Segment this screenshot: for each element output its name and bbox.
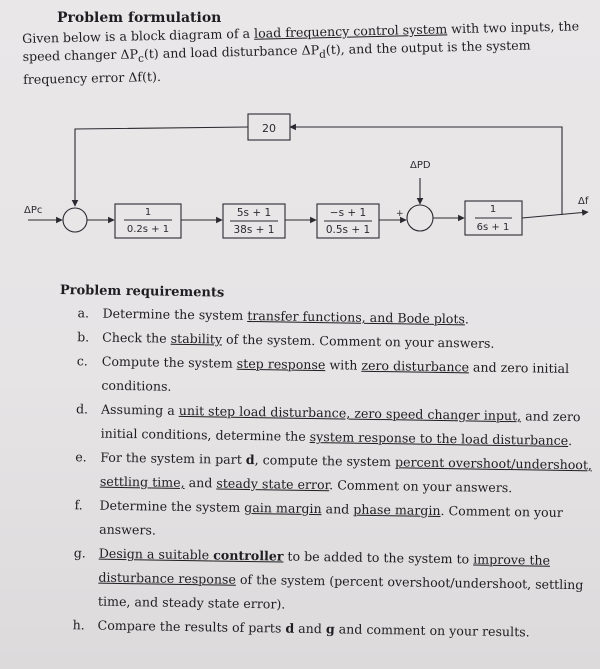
requirement-text: of the system (percent overshoot/undershoot, settling time, and steady state error). xyxy=(97,571,584,612)
intro-text-3: (t) and load disturbance ΔP xyxy=(143,42,320,62)
requirement-text: Determine the system xyxy=(99,497,245,515)
requirement-label: d. xyxy=(75,401,89,417)
requirement-text: g xyxy=(325,621,335,637)
requirement-text: phase margin xyxy=(353,501,441,519)
requirement-label: c. xyxy=(76,353,88,369)
requirement-text: steady state error xyxy=(216,475,330,493)
requirements-list xyxy=(54,301,594,645)
requirement-text: . Comment on your answers. xyxy=(329,477,513,496)
block-1-denominator: 0.2s + 1 xyxy=(126,224,170,235)
requirement-text: with xyxy=(325,357,362,373)
requirement-text: system response to the load disturbance xyxy=(309,428,569,449)
block-4-denominator: 6s + 1 xyxy=(476,222,510,233)
feedback-path-left xyxy=(75,127,248,206)
sum-plus-sign: + xyxy=(396,209,404,219)
requirement-label: e. xyxy=(75,449,87,465)
requirement-text: d xyxy=(245,451,255,468)
requirement-text: Determine the system xyxy=(102,305,248,323)
requirement-text: Check the xyxy=(102,329,171,346)
requirements-section xyxy=(54,283,594,645)
requirement-text: and xyxy=(184,474,217,491)
requirement-text: , compute the system xyxy=(254,452,396,470)
feedback-gain-value: 20 xyxy=(262,122,276,135)
requirement-text: of the system. Comment on your answers. xyxy=(221,331,495,351)
disturbance-label: ΔPD xyxy=(410,160,431,171)
requirement-text: Design a suitable xyxy=(98,545,214,563)
requirement-text: percent overshoot/undershoot, settling time, xyxy=(99,454,593,490)
requirement-text: Compare the results of parts xyxy=(97,617,286,636)
block-4-numerator: 1 xyxy=(489,204,497,215)
requirement-text: and xyxy=(294,620,327,637)
requirement-text: Assuming a xyxy=(100,401,179,418)
summing-junction-2 xyxy=(407,205,433,231)
requirement-text: and zero initial conditions, determine the xyxy=(100,408,581,444)
block-3-denominator: 0.5s + 1 xyxy=(325,224,371,236)
requirement-label: b. xyxy=(77,329,90,345)
intro-text-1: Given below is a block diagram of a xyxy=(22,25,255,46)
block-2-denominator: 38s + 1 xyxy=(233,224,275,236)
intro-sub-d: d xyxy=(319,48,327,61)
requirement-text: zero disturbance xyxy=(361,357,470,375)
block-3-numerator: −s + 1 xyxy=(329,207,367,219)
output-signal-line xyxy=(522,212,588,218)
requirement-label: h. xyxy=(72,617,85,633)
output-label: Δf xyxy=(578,196,589,207)
requirement-text: controller xyxy=(213,547,284,564)
requirement-label: f. xyxy=(74,497,83,513)
block-diagram xyxy=(0,100,600,250)
requirement-text: gain margin xyxy=(244,499,322,517)
requirement-text: . Comment on your answers. xyxy=(99,503,563,538)
requirement-text: d xyxy=(285,620,295,636)
summing-junction-1 xyxy=(63,208,87,232)
intro-link-lfc: load frequency control system xyxy=(253,21,448,41)
requirement-item xyxy=(57,397,593,453)
requirement-text: improve the disturbance response xyxy=(98,551,551,587)
requirement-item xyxy=(55,541,591,621)
requirement-text: For the system in part xyxy=(100,449,246,467)
requirements-title: Problem requirements xyxy=(59,283,225,301)
page-title: Problem formulation xyxy=(57,10,222,26)
requirement-text: . xyxy=(568,433,573,449)
requirement-item xyxy=(57,445,593,501)
requirement-text: to be added to the system to xyxy=(283,548,474,567)
intro-text-4: (t), and the output is the system frequency error Δf(t). xyxy=(22,37,531,87)
requirement-text: and xyxy=(321,501,354,517)
requirement-text: . xyxy=(464,311,470,327)
requirement-label: a. xyxy=(77,305,90,321)
requirement-item xyxy=(56,493,592,549)
intro-sub-c: c xyxy=(137,52,145,65)
block-1-numerator: 1 xyxy=(144,207,152,218)
requirement-label: g. xyxy=(73,545,86,561)
requirement-text: transfer functions, and Bode plots xyxy=(247,307,466,327)
requirement-text: stability xyxy=(170,330,223,347)
intro-paragraph xyxy=(22,17,583,88)
requirement-text: step response xyxy=(236,355,326,373)
intro-text-2: with two inputs, the speed changer ΔP xyxy=(22,18,580,64)
requirement-text: and comment on your results. xyxy=(334,621,530,640)
requirement-text: unit step load disturbance, zero speed changer input, xyxy=(178,402,522,424)
requirement-item xyxy=(58,349,594,405)
block-2-numerator: 5s + 1 xyxy=(236,207,272,219)
requirement-text: Compute the system xyxy=(101,353,237,371)
requirement-text: and zero initial conditions. xyxy=(101,359,570,394)
input-label: ΔPc xyxy=(24,205,43,216)
